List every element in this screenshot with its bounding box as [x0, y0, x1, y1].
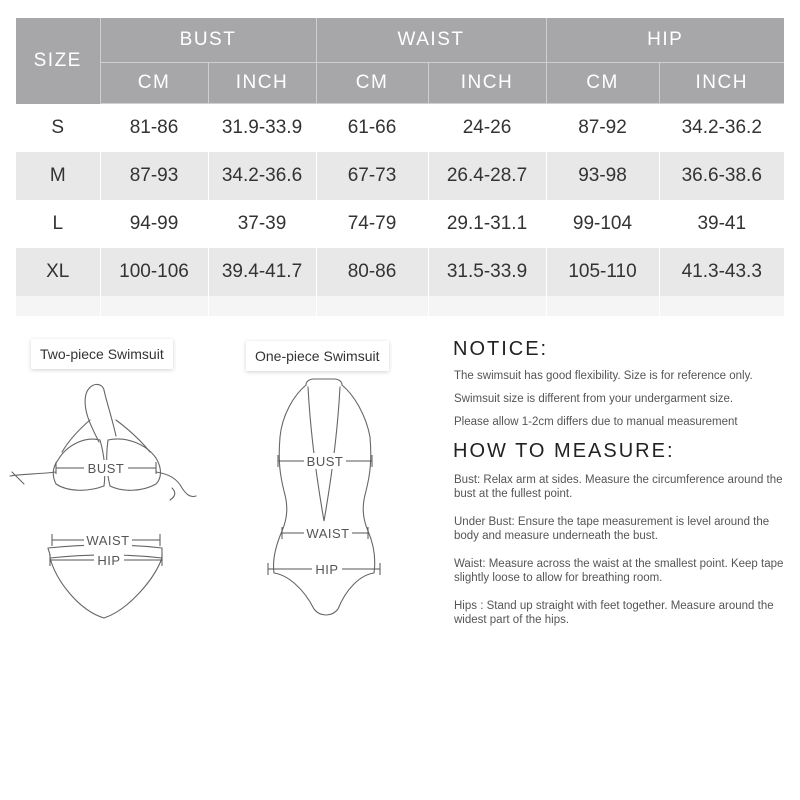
size-cell: S [16, 104, 100, 152]
table-cell: 81-86 [100, 104, 208, 152]
table-tail-row [16, 296, 784, 316]
bikini-hip-label: HIP [97, 553, 121, 568]
bust-cm-header: CM [100, 63, 208, 104]
waist-cm-header: CM [316, 63, 428, 104]
table-cell: 99-104 [546, 200, 659, 248]
table-cell: 67-73 [316, 152, 428, 200]
table-cell: 61-66 [316, 104, 428, 152]
measure-item: Under Bust: Ensure the tape measurement is level around the body and measure underneath the bust. [454, 516, 770, 542]
table-cell: 39-41 [659, 200, 784, 248]
one-piece-hip-label: HIP [315, 562, 339, 577]
two-piece-title: Two-piece Swimsuit [31, 339, 173, 369]
table-cell: 80-86 [316, 248, 428, 296]
table-cell: 26.4-28.7 [428, 152, 546, 200]
size-cell: XL [16, 248, 100, 296]
table-cell: 100-106 [100, 248, 208, 296]
table-cell: 31.5-33.9 [428, 248, 546, 296]
measure-item: Hips : Stand up straight with feet together. Measure around the widest part of the hips. [454, 600, 774, 626]
measure-item: Bust: Relax arm at sides. Measure the circumference around the bust at the fullest point. [454, 474, 783, 500]
size-cell: L [16, 200, 100, 248]
how-to-measure-title: HOW TO MEASURE: [453, 440, 675, 462]
bust-inch-header: INCH [208, 63, 316, 104]
size-table [16, 18, 785, 316]
bikini-bust-label: BUST [87, 461, 125, 476]
table-cell: 41.3-43.3 [659, 248, 784, 296]
table-cell: 37-39 [208, 200, 316, 248]
table-cell: 31.9-33.9 [208, 104, 316, 152]
size-cell: M [16, 152, 100, 200]
table-row [16, 200, 784, 248]
bust-group-header: BUST [100, 18, 316, 63]
bikini-waist-label: WAIST [86, 533, 130, 548]
notice-title: NOTICE: [453, 338, 549, 360]
size-column-header: SIZE [16, 18, 100, 104]
one-piece-illustration [240, 375, 410, 625]
hip-cm-header: CM [546, 63, 659, 104]
table-cell: 87-92 [546, 104, 659, 152]
table-row [16, 104, 784, 152]
table-cell: 29.1-31.1 [428, 200, 546, 248]
hip-inch-header: INCH [659, 63, 784, 104]
notice-item: Please allow 1-2cm differs due to manual measurement [454, 416, 738, 428]
size-chart [0, 0, 800, 322]
table-cell: 39.4-41.7 [208, 248, 316, 296]
one-piece-title: One-piece Swimsuit [246, 341, 389, 371]
table-cell: 87-93 [100, 152, 208, 200]
bikini-illustration [0, 380, 220, 640]
table-cell: 36.6-38.6 [659, 152, 784, 200]
notes-section [453, 338, 788, 641]
measure-item: Waist: Measure across the waist at the smallest point. Keep tape slightly loose to allow for breathing room. [454, 558, 784, 584]
table-cell: 94-99 [100, 200, 208, 248]
waist-group-header: WAIST [316, 18, 546, 63]
table-cell: 105-110 [546, 248, 659, 296]
table-row [16, 152, 784, 200]
notice-item: The swimsuit has good flexibility. Size is for reference only. [454, 370, 753, 382]
table-cell: 34.2-36.6 [208, 152, 316, 200]
table-row [16, 248, 784, 296]
table-cell: 93-98 [546, 152, 659, 200]
hip-group-header: HIP [546, 18, 784, 63]
table-cell: 24-26 [428, 104, 546, 152]
notice-item: Swimsuit size is different from your undergarment size. [454, 393, 734, 405]
table-cell: 34.2-36.2 [659, 104, 784, 152]
one-piece-bust-label: BUST [306, 454, 344, 469]
waist-inch-header: INCH [428, 63, 546, 104]
one-piece-waist-label: WAIST [306, 526, 350, 541]
table-cell: 74-79 [316, 200, 428, 248]
